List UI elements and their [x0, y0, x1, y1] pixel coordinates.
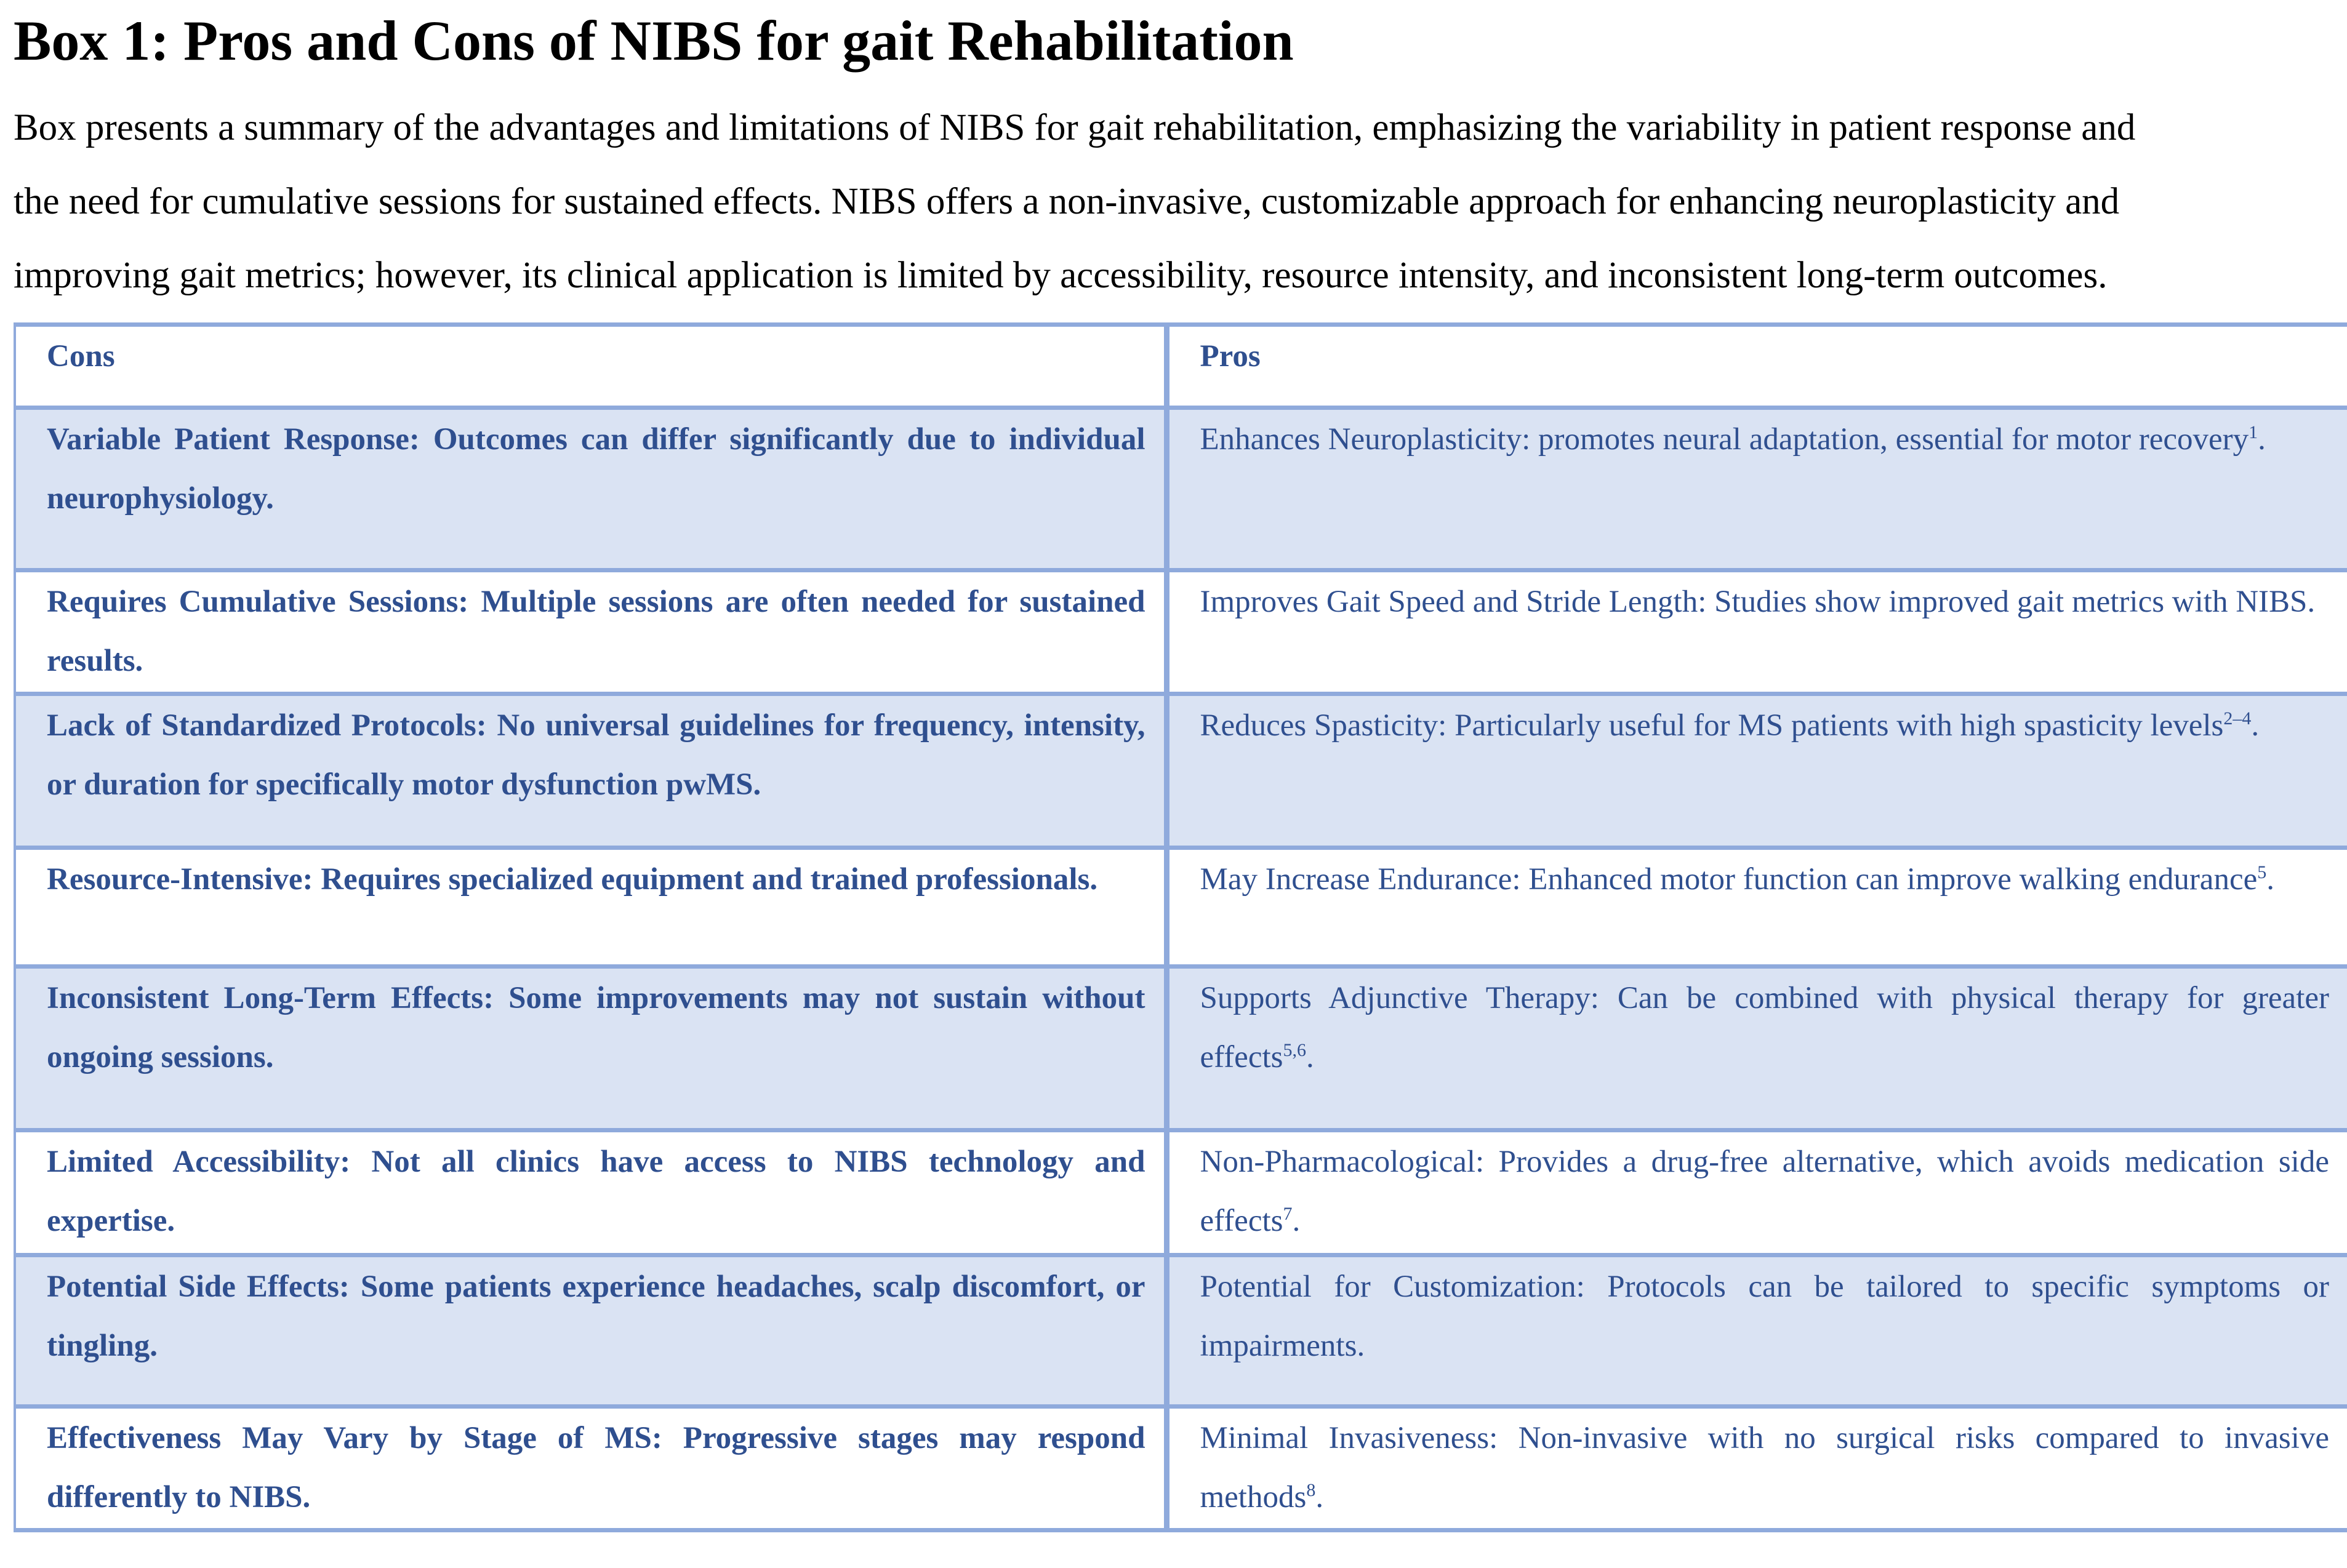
cons-cell	[15, 1407, 1166, 1530]
pros-main-text: Supports Adjunctive Therapy: Can be combined with physical therapy for greater effects	[1200, 981, 2329, 1074]
intro-line: Box presents a summary of the advantages and limitations of NIBS for gait rehabilitation, emphasizing the variability in patient response and	[14, 107, 2136, 148]
pros-tail-punctuation: .	[2258, 422, 2266, 457]
pros-main-text: Potential for Customization: Protocols can be tailored to specific symptoms or impairments.	[1200, 1270, 2329, 1363]
intro-line: the need for cumulative sessions for sustained effects. NIBS offers a non-invasive, customizable approach for enhancing neuroplasticity and	[14, 181, 2120, 222]
cons-cell	[15, 570, 1166, 694]
cons-text: Limited Accessibility: Not all clinics have access to NIBS technology and expertise.	[47, 1145, 1145, 1238]
pros-text	[1200, 850, 2330, 909]
citation-superscript: 1	[2249, 422, 2258, 442]
cons-cell	[15, 1130, 1166, 1255]
table-row	[15, 967, 2347, 1130]
cons-text: Inconsistent Long-Term Effects: Some improvements may not sustain without ongoing sessions.	[47, 981, 1145, 1074]
pros-text	[1200, 969, 2330, 1087]
cons-text: Lack of Standardized Protocols: No universal guidelines for frequency, intensity, or duration for specifically motor dysfunction pwMS.	[47, 708, 1145, 802]
cons-header: Cons	[15, 325, 1166, 408]
pros-main-text: Improves Gait Speed and Stride Length: Studies show improved gait metrics with NIBS.	[1200, 585, 2316, 619]
pros-cell	[1166, 1407, 2347, 1530]
pros-cell	[1166, 694, 2347, 848]
pros-main-text: May Increase Endurance: Enhanced motor function can improve walking endurance	[1200, 862, 2258, 897]
table-row	[15, 848, 2347, 967]
pros-text	[1200, 572, 2330, 631]
table-body	[15, 408, 2347, 1530]
pros-tail-punctuation: .	[2251, 708, 2260, 743]
pros-tail-punctuation: .	[1315, 1480, 1324, 1514]
citation-superscript: 5,6	[1283, 1040, 1306, 1060]
pros-cons-table	[14, 322, 2347, 1532]
citation-superscript: 7	[1283, 1204, 1293, 1224]
pros-cell	[1166, 967, 2347, 1130]
table-row	[15, 1130, 2347, 1255]
box-title: Box 1: Pros and Cons of NIBS for gait Rehabilitation	[14, 9, 1294, 72]
pros-tail-punctuation: .	[1292, 1204, 1301, 1238]
intro-line: improving gait metrics; however, its clinical application is limited by accessibility, resource intensity, and inconsistent long-term outcomes.	[14, 255, 2108, 296]
pros-main-text: Enhances Neuroplasticity: promotes neural adaptation, essential for motor recovery	[1200, 422, 2249, 457]
table-row	[15, 1255, 2347, 1407]
table-row	[15, 1407, 2347, 1530]
table-row	[15, 694, 2347, 848]
pros-text	[1200, 1132, 2330, 1250]
pros-text	[1200, 1409, 2330, 1527]
intro-paragraph	[14, 91, 2347, 313]
cons-text: Potential Side Effects: Some patients experience headaches, scalp discomfort, or tingling.	[47, 1270, 1145, 1363]
pros-tail-punctuation: .	[1306, 1040, 1314, 1074]
cons-cell	[15, 1255, 1166, 1407]
pros-cell	[1166, 570, 2347, 694]
pros-cell	[1166, 1255, 2347, 1407]
cons-cell	[15, 694, 1166, 848]
table-row	[15, 570, 2347, 694]
cons-text: Variable Patient Response: Outcomes can differ significantly due to individual neurophysiology.	[47, 422, 1145, 516]
citation-superscript: 5	[2257, 862, 2267, 882]
citation-superscript: 8	[1306, 1480, 1316, 1500]
cons-text: Effectiveness May Vary by Stage of MS: Progressive stages may respond differently to NIBS.	[47, 1421, 1145, 1514]
pros-cell	[1166, 408, 2347, 570]
pros-text	[1200, 1257, 2330, 1375]
cons-text: Requires Cumulative Sessions: Multiple sessions are often needed for sustained results.	[47, 585, 1145, 678]
cons-text: Resource-Intensive: Requires specialized equipment and trained professionals.	[47, 862, 1098, 897]
pros-cell	[1166, 1130, 2347, 1255]
pros-tail-punctuation: .	[2266, 862, 2274, 897]
pros-header: Pros	[1166, 325, 2347, 408]
cons-cell	[15, 967, 1166, 1130]
pros-text	[1200, 410, 2330, 469]
pros-main-text: Reduces Spasticity: Particularly useful for MS patients with high spasticity levels	[1200, 708, 2224, 743]
table-header-row	[15, 325, 2347, 408]
pros-text	[1200, 696, 2330, 755]
cons-cell	[15, 408, 1166, 570]
citation-superscript: 2–4	[2223, 708, 2252, 729]
pros-cell	[1166, 848, 2347, 967]
table-row	[15, 408, 2347, 570]
cons-cell	[15, 848, 1166, 967]
pros-main-text: Non-Pharmacological: Provides a drug-free alternative, which avoids medication side effects	[1200, 1145, 2329, 1238]
pros-main-text: Minimal Invasiveness: Non-invasive with no surgical risks compared to invasive methods	[1200, 1421, 2329, 1514]
